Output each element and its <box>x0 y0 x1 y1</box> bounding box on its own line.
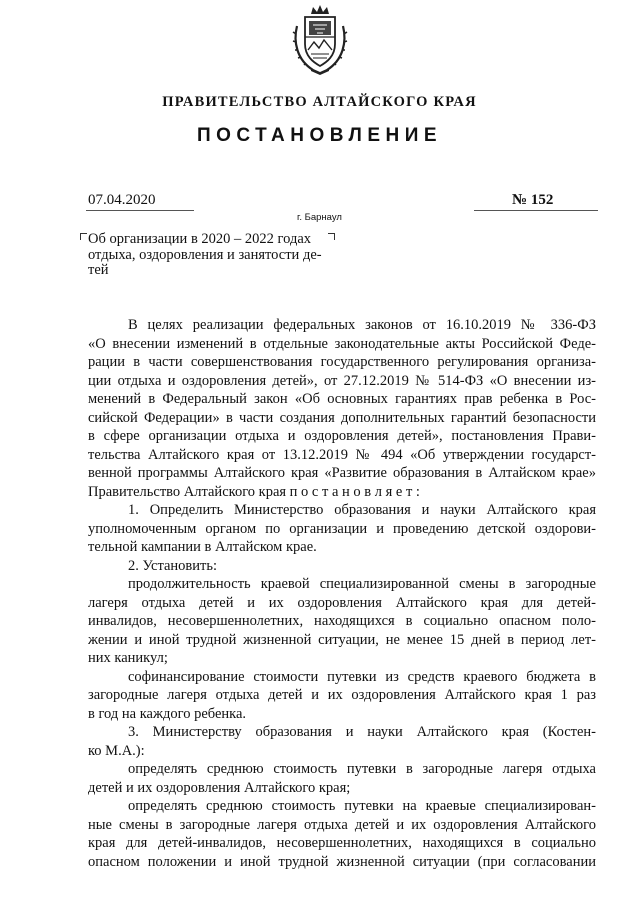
number-underline <box>474 210 598 211</box>
body-line: венной программы Алтайского края «Развитие образования в Алтайском крае» <box>88 465 596 481</box>
body-line: сийской Федерации» в части создания дополнительных гарантий безопасности <box>88 409 596 426</box>
body-line: В целях реализации федеральных законов от 16.10.2019 № 336-ФЗ <box>128 317 596 333</box>
body-line: определять среднюю стоимость путевки на краевые специализирован- <box>128 798 596 814</box>
document-date: 07.04.2020 <box>88 192 156 208</box>
body-line: продолжительность краевой специализированной смены в загородные <box>128 576 596 592</box>
body-line: опасном положении и иной трудной жизненной ситуации (при согласовании <box>88 853 596 870</box>
body-line: в сфере организации отдыха и оздоровления детей», постановления Прави- <box>88 428 596 444</box>
body-line: менений в Федеральный закон «Об основных гарантиях прав ребенка в Рос- <box>88 391 596 407</box>
body-line: детей и их оздоровления Алтайского края; <box>88 779 351 796</box>
document-title <box>88 232 338 279</box>
body-line: тельной кампании в Алтайском крае. <box>88 539 317 555</box>
body-line: Правительство Алтайского края п о с т а н о в л я е т : <box>88 483 420 500</box>
coat-of-arms-icon <box>291 4 349 76</box>
title-line: тей <box>88 262 109 278</box>
document-body <box>88 316 596 871</box>
body-line: «О внесении изменений в отдельные законодательные акты Российской Феде- <box>88 335 596 352</box>
body-line: в год на каждого ребенка. <box>88 705 247 722</box>
document-number: № 152 <box>512 192 554 208</box>
date-underline <box>86 210 194 211</box>
government-name: ПРАВИТЕЛЬСТВО АЛТАЙСКОГО КРАЯ <box>162 94 477 110</box>
city-name: г. Барнаул <box>297 212 342 223</box>
body-line: ные смены в загородные лагеря отдыха детей и их оздоровления Алтайского <box>88 816 596 833</box>
body-line: ко М.А.): <box>88 742 145 759</box>
body-line: 2. Установить: <box>128 557 218 574</box>
document-type: ПОСТАНОВЛЕНИЕ <box>196 125 443 146</box>
body-line: загородные лагеря отдыха детей и их оздоровления Алтайского края 1 раз <box>88 687 596 703</box>
title-line: отдыха, оздоровления и занятости де- <box>88 246 322 263</box>
body-line: софинансирование стоимости путевки из средств краевого бюджета в <box>128 668 596 685</box>
body-line: лагеря отдыха детей и их оздоровления Алтайского края для детей- <box>88 594 596 611</box>
title-line: Об организации в 2020 – 2022 годах <box>88 231 312 247</box>
body-line: 1. Определить Министерство образования и науки Алтайского края <box>128 502 596 518</box>
body-line: них каникул; <box>88 650 168 666</box>
title-bracket-left <box>80 233 87 240</box>
body-line: инвалидов, несовершеннолетних, находящихся в социально опасном поло- <box>88 613 596 629</box>
body-line: рации в части совершенствования государственного регулирования организа- <box>88 354 596 370</box>
body-line: уполномоченным органом по организации и проведению детской оздорови- <box>88 520 596 537</box>
body-line: ции отдыха и оздоровления детей», от 27.12.2019 № 514-ФЗ «О внесении из- <box>88 372 596 389</box>
body-line: 3. Министерству образования и науки Алтайского края (Костен- <box>128 724 596 740</box>
body-line: жении и иной трудной жизненной ситуации, не менее 15 дней в период лет- <box>88 631 596 648</box>
body-line: края для детей-инвалидов, несовершеннолетних, находящихся в социально <box>88 835 596 851</box>
body-line: определять среднюю стоимость путевки в загородные лагеря отдыха <box>128 761 596 777</box>
body-line: тельства Алтайского края от 13.12.2019 № 494 «Об утверждении государст- <box>88 446 596 463</box>
